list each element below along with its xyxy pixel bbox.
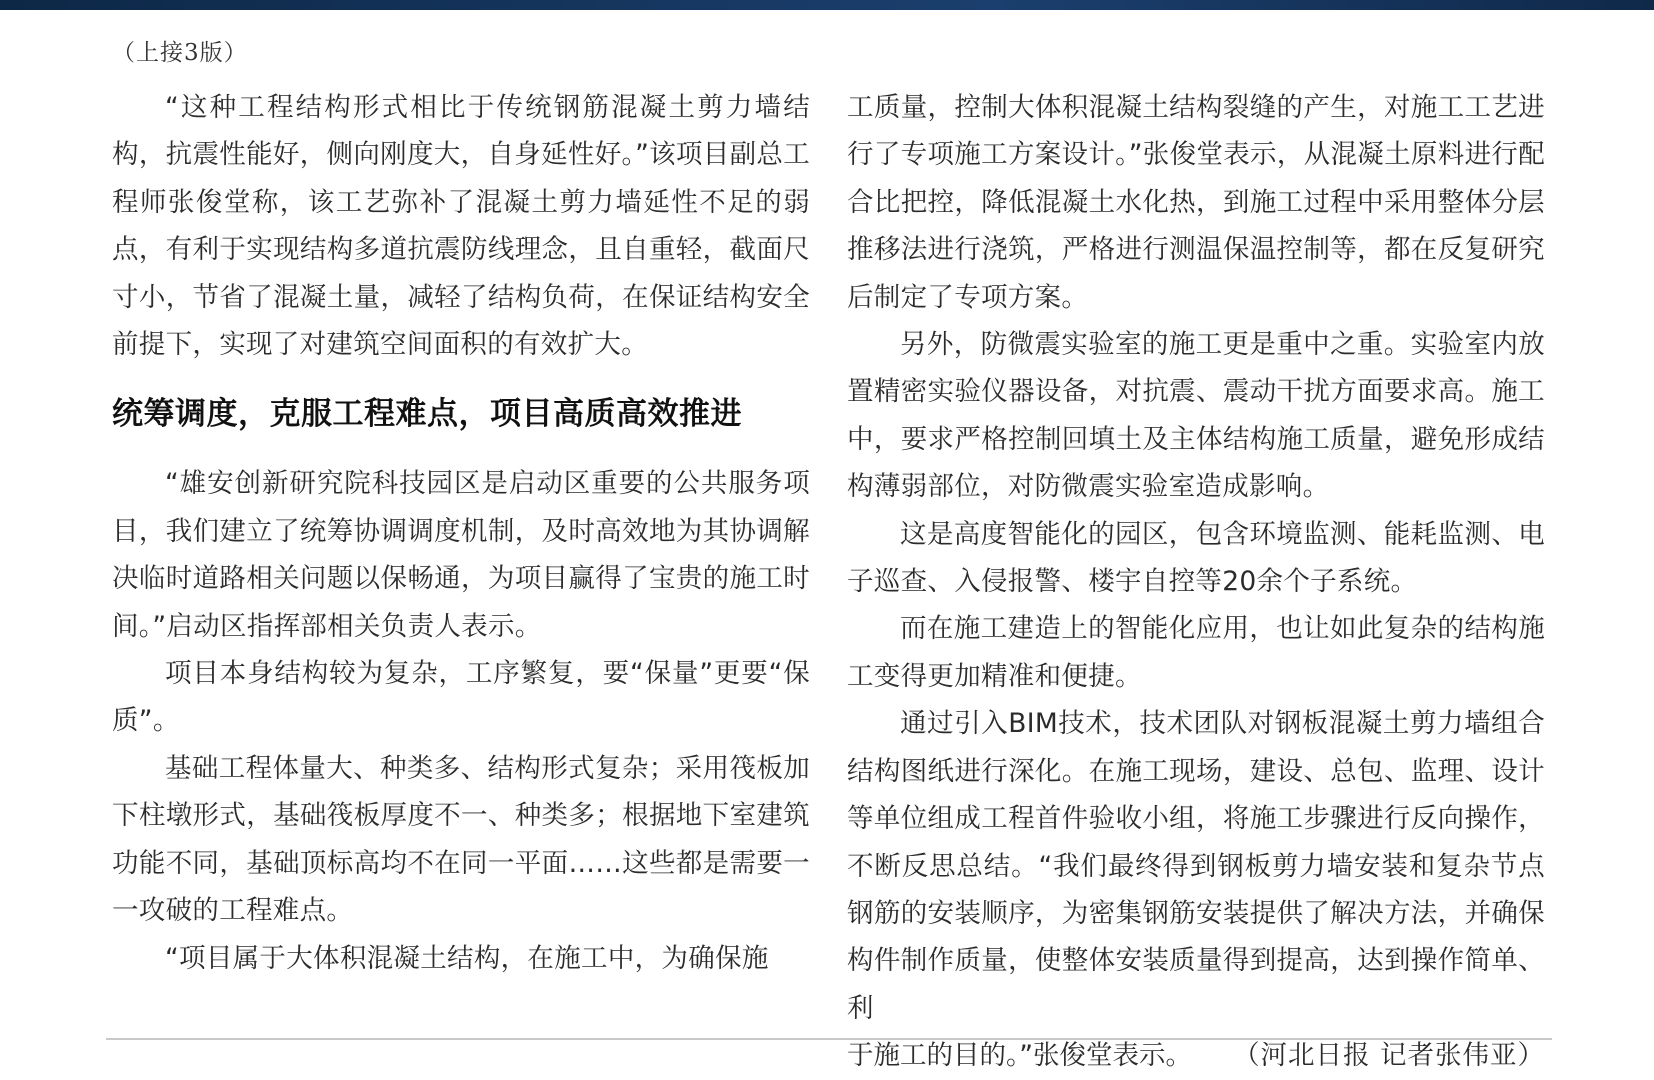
paragraph-bim: 通过引入BIM技术，技术团队对钢板混凝土剪力墙组合结构图纸进行深化。在施工现场，建设、总包、监理、设计等单位组成工程首件验收小组，将施工步骤进行反向操作，不断反思总结。“我们最终得到钢板剪力墙安装和复杂节点钢筋的安装顺序，为密集钢筋安装提供了解决方法，并确保构件制作质量，使整体安装质量得到提高，达到操作简单、利	[847, 708, 1545, 1024]
right-column	[847, 84, 1545, 1080]
paragraph-quality: 项目本身结构较为复杂，工序繁复，要“保量”更要“保质”。	[112, 658, 810, 737]
paragraph-mass-concrete: “项目属于大体积混凝土结构，在施工中，为确保施	[165, 942, 769, 974]
left-column	[112, 84, 810, 982]
paragraph-smart-campus: 这是高度智能化的园区，包含环境监测、能耗监测、电子巡查、入侵报警、楼宇自控等20余个子系统。	[847, 518, 1545, 598]
paragraph-microseismic-lab: 另外，防微震实验室的施工更是重中之重。实验室内放置精密实验仪器设备，对抗震、震动干扰方面要求高。施工中，要求严格控制回填土及主体结构施工质量，避免形成结构薄弱部位，对防微震实验室造成影响。	[847, 329, 1545, 503]
top-banner-bar	[0, 0, 1654, 10]
paragraph-smart-construction: 而在施工建造上的智能化应用，也让如此复杂的结构施工变得更加精准和便捷。	[847, 613, 1545, 692]
closing-sentence: 于施工的目的。”张俊堂表示。	[847, 1040, 1192, 1072]
section-heading: 统筹调度，克服工程难点，项目高质高效推进	[112, 396, 742, 433]
paragraph-structure-advantages: “这种工程结构形式相比于传统钢筋混凝土剪力墙结构，抗震性能好，侧向刚度大，自身延性好。”该项目副总工程师张俊堂称，该工艺弥补了混凝土剪力墙延性不足的弱点，有利于实现结构多道抗震防线理念，且自重轻，截面尺寸小，节省了混凝土量，减轻了结构负荷，在保证结构安全前提下，实现了对建筑空间面积的有效扩大。	[112, 92, 810, 361]
continued-from-note: （上接3版）	[112, 40, 248, 66]
author-byline: （河北日报 记者张伟亚）	[1233, 1040, 1545, 1072]
paragraph-foundation: 基础工程体量大、种类多、结构形式复杂；采用筏板加下柱墩形式，基础筏板厚度不一、种类多；根据地下室建筑功能不同，基础顶标高均不在同一平面……这些都是需要一一攻破的工程难点。	[112, 752, 810, 927]
paragraph-coordination: “雄安创新研究院科技园区是启动区重要的公共服务项目，我们建立了统筹协调调度机制，及时高效地为其协调解决临时道路相关问题以保畅通，为项目赢得了宝贵的施工时间。”启动区指挥部相关负责人表示。	[112, 468, 810, 642]
paragraph-construction-plan: 工质量，控制大体积混凝土结构裂缝的产生，对施工工艺进行了专项施工方案设计。”张俊堂表示，从混凝土原料进行配合比把控，降低混凝土水化热，到施工过程中采用整体分层推移法进行浇筑，严格进行测温保温控制等，都在反复研究后制定了专项方案。	[847, 92, 1545, 313]
bottom-divider	[106, 1038, 1552, 1040]
